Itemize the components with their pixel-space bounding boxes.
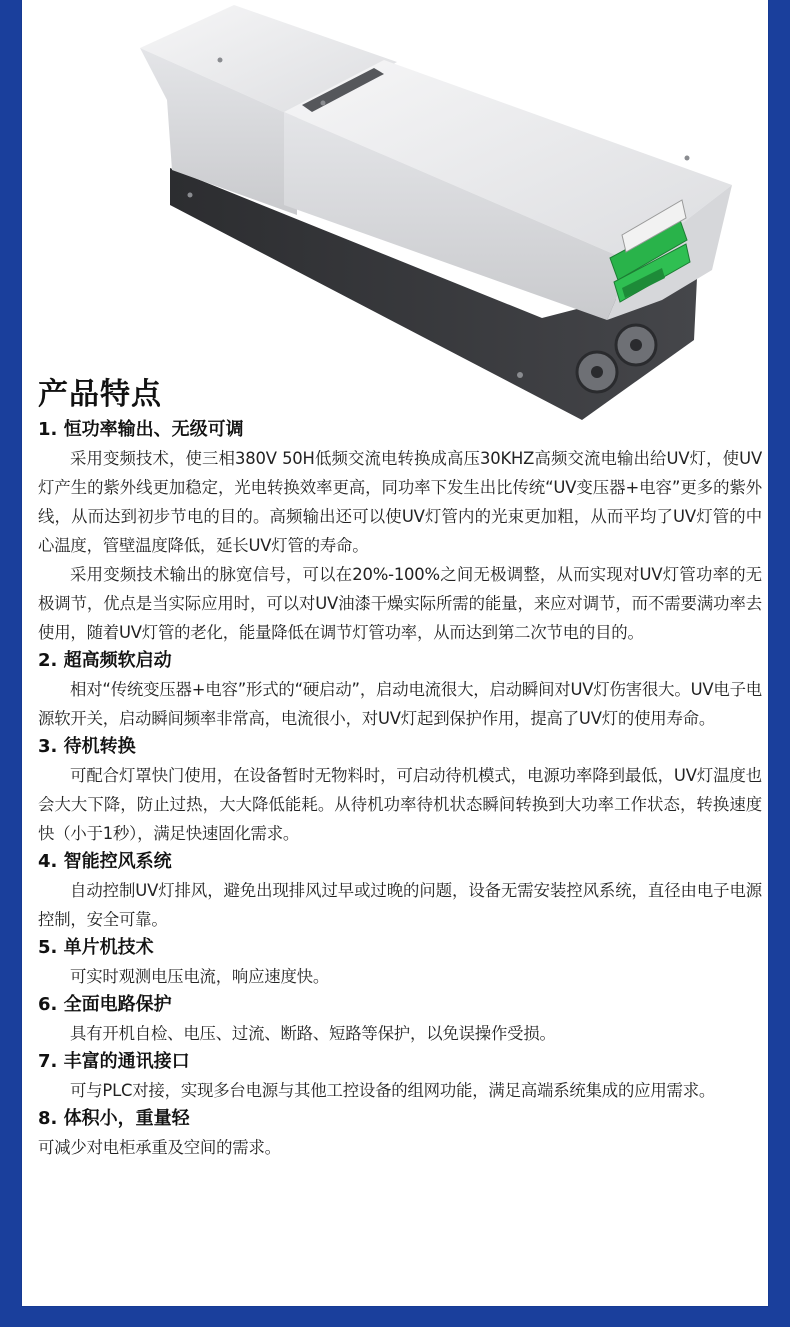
section-heading: 8. 体积小，重量轻 bbox=[38, 1108, 190, 1129]
section-5 bbox=[38, 934, 762, 991]
section-paragraph: 自动控制UV灯排风，避免出现排风过早或过晚的问题，设备无需安装控风系统，直径由电子电源控制，安全可靠。 bbox=[38, 881, 762, 929]
section-4 bbox=[38, 848, 762, 934]
section-paragraph: 可与PLC对接，实现多台电源与其他工控设备的组网功能，满足高端系统集成的应用需求。 bbox=[70, 1081, 716, 1100]
section-6 bbox=[38, 991, 762, 1048]
section-heading: 6. 全面电路保护 bbox=[38, 994, 172, 1015]
section-heading: 1. 恒功率输出、无级可调 bbox=[38, 419, 244, 440]
section-paragraph: 具有开机自检、电压、过流、断路、短路等保护，以免误操作受损。 bbox=[70, 1024, 556, 1043]
section-7 bbox=[38, 1048, 762, 1105]
section-2 bbox=[38, 647, 762, 733]
section-paragraph: 相对“传统变压器+电容”形式的“硬启动”，启动电流很大，启动瞬间对UV灯伤害很大。UV电子电源软开关，启动瞬间频率非常高，电流很小，对UV灯起到保护作用，提高了UV灯的使用寿命。 bbox=[38, 680, 762, 728]
content-panel bbox=[22, 0, 768, 1306]
section-1 bbox=[38, 416, 762, 647]
section-paragraph: 可配合灯罩快门使用，在设备暂时无物料时，可启动待机模式，电源功率降到最低，UV灯温度也会大大下降，防止过热，大大降低能耗。从待机功率待机状态瞬间转换到大功率工作状态，转换速度快（小于1秒），满足快速固化需求。 bbox=[38, 766, 762, 843]
section-paragraph: 采用变频技术，使三相380V 50H低频交流电转换成高压30KHZ高频交流电输出给UV灯，使UV灯产生的紫外线更加稳定，光电转换效率更高，同功率下发生出比传统“UV变压器+电容”更多的紫外线，从而达到初步节电的目的。高频输出还可以使UV灯管内的光束更加粗，从而平均了UV灯管的中心温度，管壁温度降低，延长UV灯管的寿命。 bbox=[38, 449, 762, 555]
section-heading: 7. 丰富的通讯接口 bbox=[38, 1051, 190, 1072]
features-content bbox=[38, 376, 762, 1162]
section-heading: 2. 超高频软启动 bbox=[38, 650, 172, 671]
section-paragraph: 可减少对电柜承重及空间的需求。 bbox=[38, 1138, 281, 1157]
section-heading: 3. 待机转换 bbox=[38, 736, 136, 757]
section-3 bbox=[38, 733, 762, 848]
product-image bbox=[22, 0, 768, 430]
section-heading: 5. 单片机技术 bbox=[38, 937, 154, 958]
uv-power-supply-illustration bbox=[22, 0, 768, 430]
section-paragraph: 采用变频技术输出的脉宽信号，可以在20%-100%之间无极调整，从而实现对UV灯管功率的无极调节，优点是当实际应用时，可以对UV油漆干燥实际所需的能量，来应对调节，而不需要满功率去使用，随着UV灯管的老化，能量降低在调节灯管功率，从而达到第二次节电的目的。 bbox=[38, 565, 762, 642]
page-title: 产品特点 bbox=[38, 377, 162, 412]
section-heading: 4. 智能控风系统 bbox=[38, 851, 172, 872]
section-8 bbox=[38, 1105, 762, 1162]
section-paragraph: 可实时观测电压电流，响应速度快。 bbox=[70, 967, 330, 986]
